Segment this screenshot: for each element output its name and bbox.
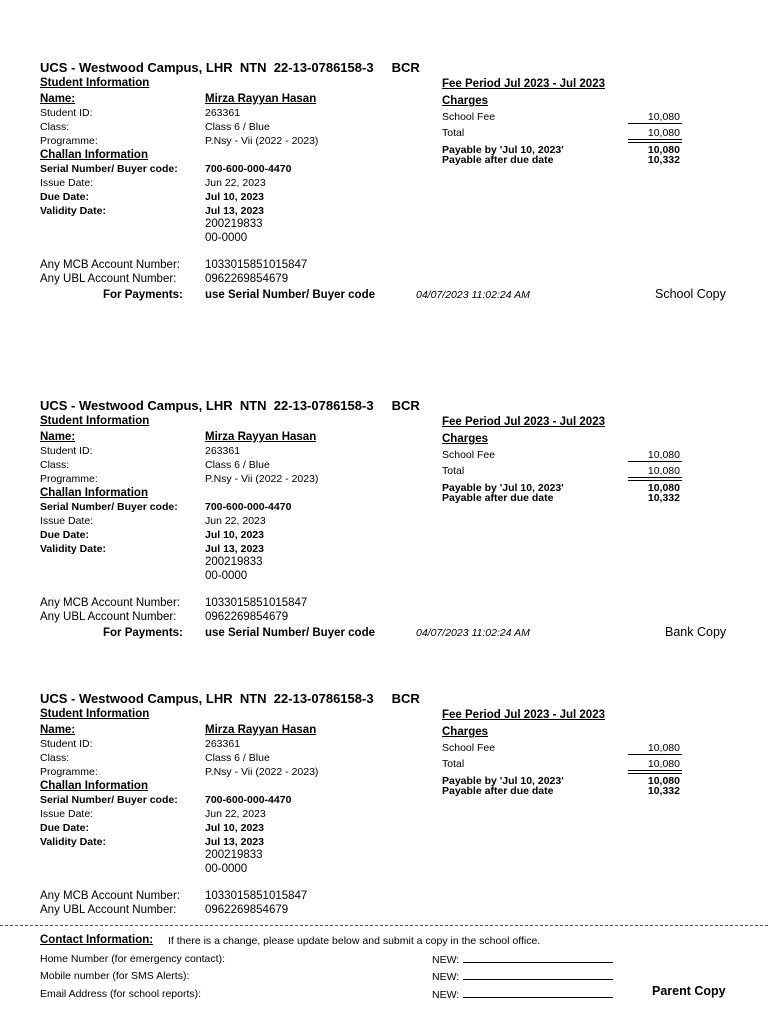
- class-label: Class:: [40, 459, 70, 471]
- student-id-label: Student ID:: [40, 445, 93, 457]
- student-id-label: Student ID:: [40, 107, 93, 119]
- payable-after-amount: 10,332: [647, 492, 680, 504]
- due-date-label: Due Date:: [40, 191, 90, 203]
- email-address-label: Email Address (for school reports):: [40, 988, 202, 1000]
- serial-number: 700-600-000-4470: [205, 794, 292, 806]
- validity-date-label: Validity Date:: [40, 543, 106, 555]
- charges-title: Charges: [442, 95, 489, 107]
- fee-period: Fee Period Jul 2023 - Jul 2023: [442, 709, 605, 721]
- reference-code: 00-0000: [205, 232, 248, 244]
- total-label: Total: [442, 127, 465, 139]
- student-id: 263361: [205, 445, 241, 457]
- subtotal-rule: [628, 123, 682, 124]
- issue-date-label: Issue Date:: [40, 177, 94, 189]
- school-fee-label: School Fee: [442, 449, 496, 461]
- payable-by-label: Payable by 'Jul 10, 2023': [442, 482, 564, 494]
- total-amount: 10,080: [647, 465, 680, 477]
- payments-instruction: use Serial Number/ Buyer code: [205, 627, 376, 639]
- student-info-title: Student Information: [40, 415, 150, 427]
- validity-date: Jul 13, 2023: [205, 205, 264, 217]
- mcb-account: 1033015851015847: [205, 259, 308, 271]
- school-fee-label: School Fee: [442, 742, 496, 754]
- due-date-label: Due Date:: [40, 529, 90, 541]
- issue-date-label: Issue Date:: [40, 808, 94, 820]
- serial-number: 700-600-000-4470: [205, 501, 292, 513]
- ubl-label: Any UBL Account Number:: [40, 273, 177, 285]
- validity-date-label: Validity Date:: [40, 205, 106, 217]
- ubl-label: Any UBL Account Number:: [40, 611, 177, 623]
- tear-line: [0, 925, 768, 926]
- payable-by-amount: 10,080: [647, 482, 680, 494]
- payable-after-amount: 10,332: [647, 785, 680, 797]
- fee-period: Fee Period Jul 2023 - Jul 2023: [442, 416, 605, 428]
- issue-date: Jun 22, 2023: [205, 515, 266, 527]
- mobile-number-new[interactable]: NEW:: [432, 970, 613, 983]
- mcb-label: Any MCB Account Number:: [40, 890, 180, 902]
- payable-after-amount: 10,332: [647, 154, 680, 166]
- parent-copy-label: Parent Copy: [652, 984, 726, 998]
- payable-after-label: Payable after due date: [442, 492, 554, 504]
- programme-label: Programme:: [40, 135, 98, 147]
- ubl-account: 0962269854679: [205, 611, 289, 623]
- reference-number: 200219833: [205, 218, 263, 230]
- student-id: 263361: [205, 738, 241, 750]
- total-label: Total: [442, 465, 465, 477]
- home-number-new[interactable]: NEW:: [432, 953, 613, 966]
- issue-date: Jun 22, 2023: [205, 177, 266, 189]
- challan-info-title: Challan Information: [40, 149, 148, 161]
- payable-after-label: Payable after due date: [442, 785, 554, 797]
- reference-code: 00-0000: [205, 570, 248, 582]
- total-label: Total: [442, 758, 465, 770]
- challan-info-title: Challan Information: [40, 487, 148, 499]
- fee-challan-slip: [0, 691, 768, 951]
- contact-note: If there is a change, please update below and submit a copy in the school office.: [168, 935, 541, 947]
- mcb-account: 1033015851015847: [205, 597, 308, 609]
- issue-date: Jun 22, 2023: [205, 808, 266, 820]
- email-address-new[interactable]: NEW:: [432, 988, 613, 1001]
- payments-label: For Payments:: [103, 289, 183, 301]
- mcb-account: 1033015851015847: [205, 890, 308, 902]
- class-value: Class 6 / Blue: [205, 459, 270, 471]
- print-timestamp: 04/07/2023 11:02:24 AM: [416, 289, 530, 301]
- class-value: Class 6 / Blue: [205, 121, 270, 133]
- ubl-account: 0962269854679: [205, 273, 289, 285]
- total-amount: 10,080: [647, 758, 680, 770]
- charges-title: Charges: [442, 726, 489, 738]
- payments-instruction: use Serial Number/ Buyer code: [205, 289, 376, 301]
- class-label: Class:: [40, 121, 70, 133]
- fee-challan-slip: [0, 398, 768, 658]
- subtotal-rule: [628, 461, 682, 462]
- programme-label: Programme:: [40, 473, 98, 485]
- student-name: Mirza Rayyan Hasan: [205, 93, 317, 105]
- programme-value: P.Nsy - Vii (2022 - 2023): [205, 473, 319, 485]
- validity-date: Jul 13, 2023: [205, 543, 264, 555]
- class-label: Class:: [40, 752, 70, 764]
- mcb-label: Any MCB Account Number:: [40, 259, 180, 271]
- school-fee-amount: 10,080: [647, 742, 680, 754]
- student-name: Mirza Rayyan Hasan: [205, 431, 317, 443]
- fee-challan-slip: [0, 60, 768, 320]
- total-amount: 10,080: [647, 127, 680, 139]
- home-number-label: Home Number (for emergency contact):: [40, 953, 225, 965]
- name-label: Name:: [40, 724, 76, 736]
- challan-info-title: Challan Information: [40, 780, 148, 792]
- payments-label: For Payments:: [103, 627, 183, 639]
- payable-after-label: Payable after due date: [442, 154, 554, 166]
- school-fee-label: School Fee: [442, 111, 496, 123]
- ubl-account: 0962269854679: [205, 904, 289, 916]
- total-double-rule: [628, 477, 682, 481]
- student-name: Mirza Rayyan Hasan: [205, 724, 317, 736]
- total-double-rule: [628, 139, 682, 143]
- validity-date: Jul 13, 2023: [205, 836, 264, 848]
- reference-number: 200219833: [205, 556, 263, 568]
- school-fee-amount: 10,080: [647, 111, 680, 123]
- slip-header: UCS - Westwood Campus, LHR NTN 22-13-0786158-3 BCR: [40, 60, 420, 75]
- student-id: 263361: [205, 107, 241, 119]
- name-label: Name:: [40, 431, 76, 443]
- payable-by-label: Payable by 'Jul 10, 2023': [442, 775, 564, 787]
- slip-header: UCS - Westwood Campus, LHR NTN 22-13-0786158-3 BCR: [40, 691, 420, 706]
- due-date: Jul 10, 2023: [205, 529, 264, 541]
- name-label: Name:: [40, 93, 76, 105]
- mobile-number-label: Mobile number (for SMS Alerts):: [40, 970, 190, 982]
- payable-by-label: Payable by 'Jul 10, 2023': [442, 144, 564, 156]
- bank-copy-label: Bank Copy: [665, 625, 727, 639]
- student-info-title: Student Information: [40, 77, 150, 89]
- total-double-rule: [628, 770, 682, 774]
- student-id-label: Student ID:: [40, 738, 93, 750]
- mcb-label: Any MCB Account Number:: [40, 597, 180, 609]
- serial-label: Serial Number/ Buyer code:: [40, 794, 178, 806]
- due-date: Jul 10, 2023: [205, 191, 264, 203]
- programme-value: P.Nsy - Vii (2022 - 2023): [205, 135, 319, 147]
- reference-code: 00-0000: [205, 863, 248, 875]
- serial-label: Serial Number/ Buyer code:: [40, 501, 178, 513]
- payable-by-amount: 10,080: [647, 144, 680, 156]
- validity-date-label: Validity Date:: [40, 836, 106, 848]
- serial-label: Serial Number/ Buyer code:: [40, 163, 178, 175]
- fee-period: Fee Period Jul 2023 - Jul 2023: [442, 78, 605, 90]
- payable-by-amount: 10,080: [647, 775, 680, 787]
- contact-title: Contact Information:: [40, 934, 154, 946]
- due-date: Jul 10, 2023: [205, 822, 264, 834]
- class-value: Class 6 / Blue: [205, 752, 270, 764]
- print-timestamp: 04/07/2023 11:02:24 AM: [416, 627, 530, 639]
- reference-number: 200219833: [205, 849, 263, 861]
- student-info-title: Student Information: [40, 708, 150, 720]
- school-fee-amount: 10,080: [647, 449, 680, 461]
- programme-value: P.Nsy - Vii (2022 - 2023): [205, 766, 319, 778]
- due-date-label: Due Date:: [40, 822, 90, 834]
- programme-label: Programme:: [40, 766, 98, 778]
- issue-date-label: Issue Date:: [40, 515, 94, 527]
- school-copy-label: School Copy: [655, 287, 726, 301]
- slip-header: UCS - Westwood Campus, LHR NTN 22-13-0786158-3 BCR: [40, 398, 420, 413]
- charges-title: Charges: [442, 433, 489, 445]
- serial-number: 700-600-000-4470: [205, 163, 292, 175]
- subtotal-rule: [628, 754, 682, 755]
- ubl-label: Any UBL Account Number:: [40, 904, 177, 916]
